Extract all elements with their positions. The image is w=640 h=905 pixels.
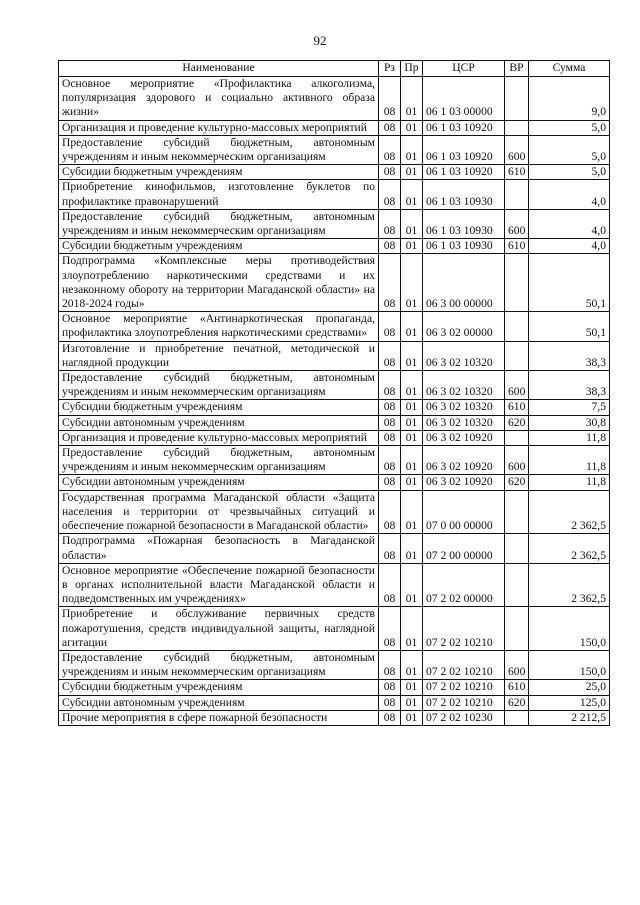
row-csr: 07 2 02 10210 bbox=[423, 650, 505, 679]
row-rz: 08 bbox=[379, 120, 401, 135]
table-row bbox=[59, 239, 610, 254]
row-vr: 600 bbox=[505, 209, 529, 238]
row-sum: 11,8 bbox=[529, 475, 610, 490]
row-pr: 01 bbox=[401, 607, 423, 651]
row-vr: 600 bbox=[505, 446, 529, 475]
table-row bbox=[59, 534, 610, 563]
row-csr: 06 3 02 10920 bbox=[423, 446, 505, 475]
row-name: Субсидии бюджетным учреждениям bbox=[59, 239, 379, 254]
row-vr: 600 bbox=[505, 371, 529, 400]
row-name: Предоставление субсидий бюджетным, автономным учреждениям и иным некоммерческим организациям bbox=[59, 650, 379, 679]
row-csr: 06 3 02 10920 bbox=[423, 475, 505, 490]
table-row bbox=[59, 135, 610, 164]
row-name: Субсидии бюджетным учреждениям bbox=[59, 680, 379, 695]
row-pr: 01 bbox=[401, 341, 423, 370]
row-vr bbox=[505, 341, 529, 370]
row-rz: 08 bbox=[379, 209, 401, 238]
row-pr: 01 bbox=[401, 135, 423, 164]
row-csr: 06 1 03 10920 bbox=[423, 120, 505, 135]
row-pr: 01 bbox=[401, 680, 423, 695]
table-row bbox=[59, 695, 610, 710]
row-vr: 600 bbox=[505, 135, 529, 164]
table-row bbox=[59, 446, 610, 475]
table-row bbox=[59, 490, 610, 534]
table-row bbox=[59, 475, 610, 490]
row-name: Подпрограмма «Комплексные меры противодействия злоупотреблению наркотическими средствами и их незаконному обороту на территории Магаданской области» на 2018-2024 годы» bbox=[59, 254, 379, 312]
row-sum: 2 362,5 bbox=[529, 490, 610, 534]
row-pr: 01 bbox=[401, 209, 423, 238]
row-sum: 25,0 bbox=[529, 680, 610, 695]
budget-table bbox=[58, 60, 610, 726]
row-rz: 08 bbox=[379, 607, 401, 651]
row-rz: 08 bbox=[379, 400, 401, 415]
row-csr: 06 3 02 00000 bbox=[423, 312, 505, 341]
row-sum: 9,0 bbox=[529, 77, 610, 121]
row-name: Подпрограмма «Пожарная безопасность в Магаданской области» bbox=[59, 534, 379, 563]
row-sum: 30,8 bbox=[529, 415, 610, 430]
row-name: Прочие мероприятия в сфере пожарной безопасности bbox=[59, 710, 379, 725]
header-rz: Рз bbox=[379, 61, 401, 77]
table-row bbox=[59, 371, 610, 400]
row-name: Предоставление субсидий бюджетным, автономным учреждениям и иным некоммерческим организациям bbox=[59, 209, 379, 238]
row-rz: 08 bbox=[379, 77, 401, 121]
header-sum: Сумма bbox=[529, 61, 610, 77]
row-pr: 01 bbox=[401, 534, 423, 563]
header-pr: Пр bbox=[401, 61, 423, 77]
row-csr: 06 3 00 00000 bbox=[423, 254, 505, 312]
row-sum: 5,0 bbox=[529, 165, 610, 180]
row-pr: 01 bbox=[401, 695, 423, 710]
row-rz: 08 bbox=[379, 165, 401, 180]
page-number: 92 bbox=[313, 33, 327, 48]
row-sum: 5,0 bbox=[529, 120, 610, 135]
row-sum: 11,8 bbox=[529, 430, 610, 445]
row-pr: 01 bbox=[401, 475, 423, 490]
row-csr: 06 1 03 00000 bbox=[423, 77, 505, 121]
row-sum: 11,8 bbox=[529, 446, 610, 475]
row-sum: 2 362,5 bbox=[529, 563, 610, 607]
row-name: Субсидии бюджетным учреждениям bbox=[59, 165, 379, 180]
table-row bbox=[59, 607, 610, 651]
row-pr: 01 bbox=[401, 371, 423, 400]
table-header-row bbox=[59, 61, 610, 77]
row-csr: 06 3 02 10920 bbox=[423, 430, 505, 445]
row-name: Приобретение и обслуживание первичных средств пожаротушения, средств индивидуальной защиты, наглядной агитации bbox=[59, 607, 379, 651]
row-rz: 08 bbox=[379, 650, 401, 679]
row-rz: 08 bbox=[379, 239, 401, 254]
row-rz: 08 bbox=[379, 415, 401, 430]
row-name: Основное мероприятие «Обеспечение пожарной безопасности в органах исполнительной власти Магаданской области и подведомственных им учреждениях» bbox=[59, 563, 379, 607]
row-csr: 06 3 02 10320 bbox=[423, 371, 505, 400]
row-sum: 4,0 bbox=[529, 239, 610, 254]
header-name: Наименование bbox=[59, 61, 379, 77]
row-rz: 08 bbox=[379, 680, 401, 695]
row-csr: 06 1 03 10920 bbox=[423, 135, 505, 164]
table-row bbox=[59, 165, 610, 180]
row-csr: 07 2 02 10210 bbox=[423, 680, 505, 695]
row-rz: 08 bbox=[379, 371, 401, 400]
row-pr: 01 bbox=[401, 446, 423, 475]
table-row bbox=[59, 254, 610, 312]
table-body bbox=[59, 77, 610, 726]
row-csr: 06 1 03 10930 bbox=[423, 209, 505, 238]
row-vr: 610 bbox=[505, 165, 529, 180]
row-name: Предоставление субсидий бюджетным, автономным учреждениям и иным некоммерческим организациям bbox=[59, 135, 379, 164]
row-vr: 610 bbox=[505, 680, 529, 695]
row-rz: 08 bbox=[379, 312, 401, 341]
row-csr: 07 0 00 00000 bbox=[423, 490, 505, 534]
row-pr: 01 bbox=[401, 312, 423, 341]
table-row bbox=[59, 680, 610, 695]
row-vr bbox=[505, 312, 529, 341]
row-name: Субсидии автономным учреждениям bbox=[59, 415, 379, 430]
row-vr bbox=[505, 120, 529, 135]
row-csr: 07 2 00 00000 bbox=[423, 534, 505, 563]
row-pr: 01 bbox=[401, 254, 423, 312]
row-rz: 08 bbox=[379, 254, 401, 312]
row-rz: 08 bbox=[379, 135, 401, 164]
row-name: Организация и проведение культурно-массовых мероприятий bbox=[59, 120, 379, 135]
row-name: Субсидии автономным учреждениям bbox=[59, 475, 379, 490]
table-row bbox=[59, 77, 610, 121]
row-name: Приобретение кинофильмов, изготовление буклетов по профилактике правонарушений bbox=[59, 180, 379, 209]
row-vr: 610 bbox=[505, 239, 529, 254]
table-row bbox=[59, 400, 610, 415]
row-csr: 07 2 02 10210 bbox=[423, 607, 505, 651]
row-csr: 06 3 02 10320 bbox=[423, 415, 505, 430]
row-vr bbox=[505, 254, 529, 312]
row-rz: 08 bbox=[379, 446, 401, 475]
table-row bbox=[59, 563, 610, 607]
row-pr: 01 bbox=[401, 77, 423, 121]
row-sum: 125,0 bbox=[529, 695, 610, 710]
row-csr: 07 2 02 00000 bbox=[423, 563, 505, 607]
row-rz: 08 bbox=[379, 475, 401, 490]
row-name: Основное мероприятие «Профилактика алкоголизма, популяризация здорового и социально активного образа жизни» bbox=[59, 77, 379, 121]
table-row bbox=[59, 209, 610, 238]
row-sum: 150,0 bbox=[529, 650, 610, 679]
row-rz: 08 bbox=[379, 430, 401, 445]
row-vr bbox=[505, 430, 529, 445]
row-sum: 4,0 bbox=[529, 180, 610, 209]
row-vr bbox=[505, 607, 529, 651]
row-sum: 2 212,5 bbox=[529, 710, 610, 725]
row-sum: 50,1 bbox=[529, 254, 610, 312]
row-name: Субсидии бюджетным учреждениям bbox=[59, 400, 379, 415]
table-row bbox=[59, 710, 610, 725]
row-sum: 5,0 bbox=[529, 135, 610, 164]
row-csr: 06 1 03 10930 bbox=[423, 239, 505, 254]
table-row bbox=[59, 341, 610, 370]
row-pr: 01 bbox=[401, 120, 423, 135]
table-row bbox=[59, 180, 610, 209]
row-vr bbox=[505, 534, 529, 563]
table-row bbox=[59, 120, 610, 135]
row-name: Основное мероприятие «Антинаркотическая пропаганда, профилактика злоупотребления наркотическими средствами» bbox=[59, 312, 379, 341]
row-rz: 08 bbox=[379, 180, 401, 209]
row-vr: 620 bbox=[505, 475, 529, 490]
row-rz: 08 bbox=[379, 534, 401, 563]
row-vr bbox=[505, 77, 529, 121]
row-sum: 4,0 bbox=[529, 209, 610, 238]
row-sum: 150,0 bbox=[529, 607, 610, 651]
row-sum: 38,3 bbox=[529, 371, 610, 400]
row-name: Предоставление субсидий бюджетным, автономным учреждениям и иным некоммерческим организациям bbox=[59, 446, 379, 475]
row-name: Предоставление субсидий бюджетным, автономным учреждениям и иным некоммерческим организациям bbox=[59, 371, 379, 400]
table-row bbox=[59, 415, 610, 430]
row-rz: 08 bbox=[379, 563, 401, 607]
row-sum: 2 362,5 bbox=[529, 534, 610, 563]
row-csr: 06 1 03 10930 bbox=[423, 180, 505, 209]
row-vr: 610 bbox=[505, 400, 529, 415]
row-vr bbox=[505, 180, 529, 209]
row-name: Изготовление и приобретение печатной, методической и наглядной продукции bbox=[59, 341, 379, 370]
row-csr: 06 3 02 10320 bbox=[423, 341, 505, 370]
row-pr: 01 bbox=[401, 180, 423, 209]
row-pr: 01 bbox=[401, 165, 423, 180]
row-sum: 38,3 bbox=[529, 341, 610, 370]
row-pr: 01 bbox=[401, 563, 423, 607]
row-pr: 01 bbox=[401, 650, 423, 679]
row-vr bbox=[505, 490, 529, 534]
row-pr: 01 bbox=[401, 490, 423, 534]
row-name: Государственная программа Магаданской области «Защита населения и территории от чрезвычайных ситуаций и обеспечение пожарной безопасности в Магаданской области» bbox=[59, 490, 379, 534]
row-sum: 50,1 bbox=[529, 312, 610, 341]
row-name: Субсидии автономным учреждениям bbox=[59, 695, 379, 710]
row-pr: 01 bbox=[401, 400, 423, 415]
row-pr: 01 bbox=[401, 710, 423, 725]
row-pr: 01 bbox=[401, 239, 423, 254]
row-rz: 08 bbox=[379, 341, 401, 370]
header-csr: ЦСР bbox=[423, 61, 505, 77]
row-pr: 01 bbox=[401, 430, 423, 445]
row-vr: 620 bbox=[505, 695, 529, 710]
row-rz: 08 bbox=[379, 490, 401, 534]
row-sum: 7,5 bbox=[529, 400, 610, 415]
row-csr: 07 2 02 10230 bbox=[423, 710, 505, 725]
table-row bbox=[59, 650, 610, 679]
row-rz: 08 bbox=[379, 710, 401, 725]
row-vr bbox=[505, 563, 529, 607]
row-pr: 01 bbox=[401, 415, 423, 430]
table-row bbox=[59, 430, 610, 445]
table-row bbox=[59, 312, 610, 341]
row-rz: 08 bbox=[379, 695, 401, 710]
row-vr: 620 bbox=[505, 415, 529, 430]
row-csr: 07 2 02 10210 bbox=[423, 695, 505, 710]
row-vr: 600 bbox=[505, 650, 529, 679]
header-vr: ВР bbox=[505, 61, 529, 77]
row-csr: 06 3 02 10320 bbox=[423, 400, 505, 415]
row-name: Организация и проведение культурно-массовых мероприятий bbox=[59, 430, 379, 445]
row-csr: 06 1 03 10920 bbox=[423, 165, 505, 180]
row-vr bbox=[505, 710, 529, 725]
